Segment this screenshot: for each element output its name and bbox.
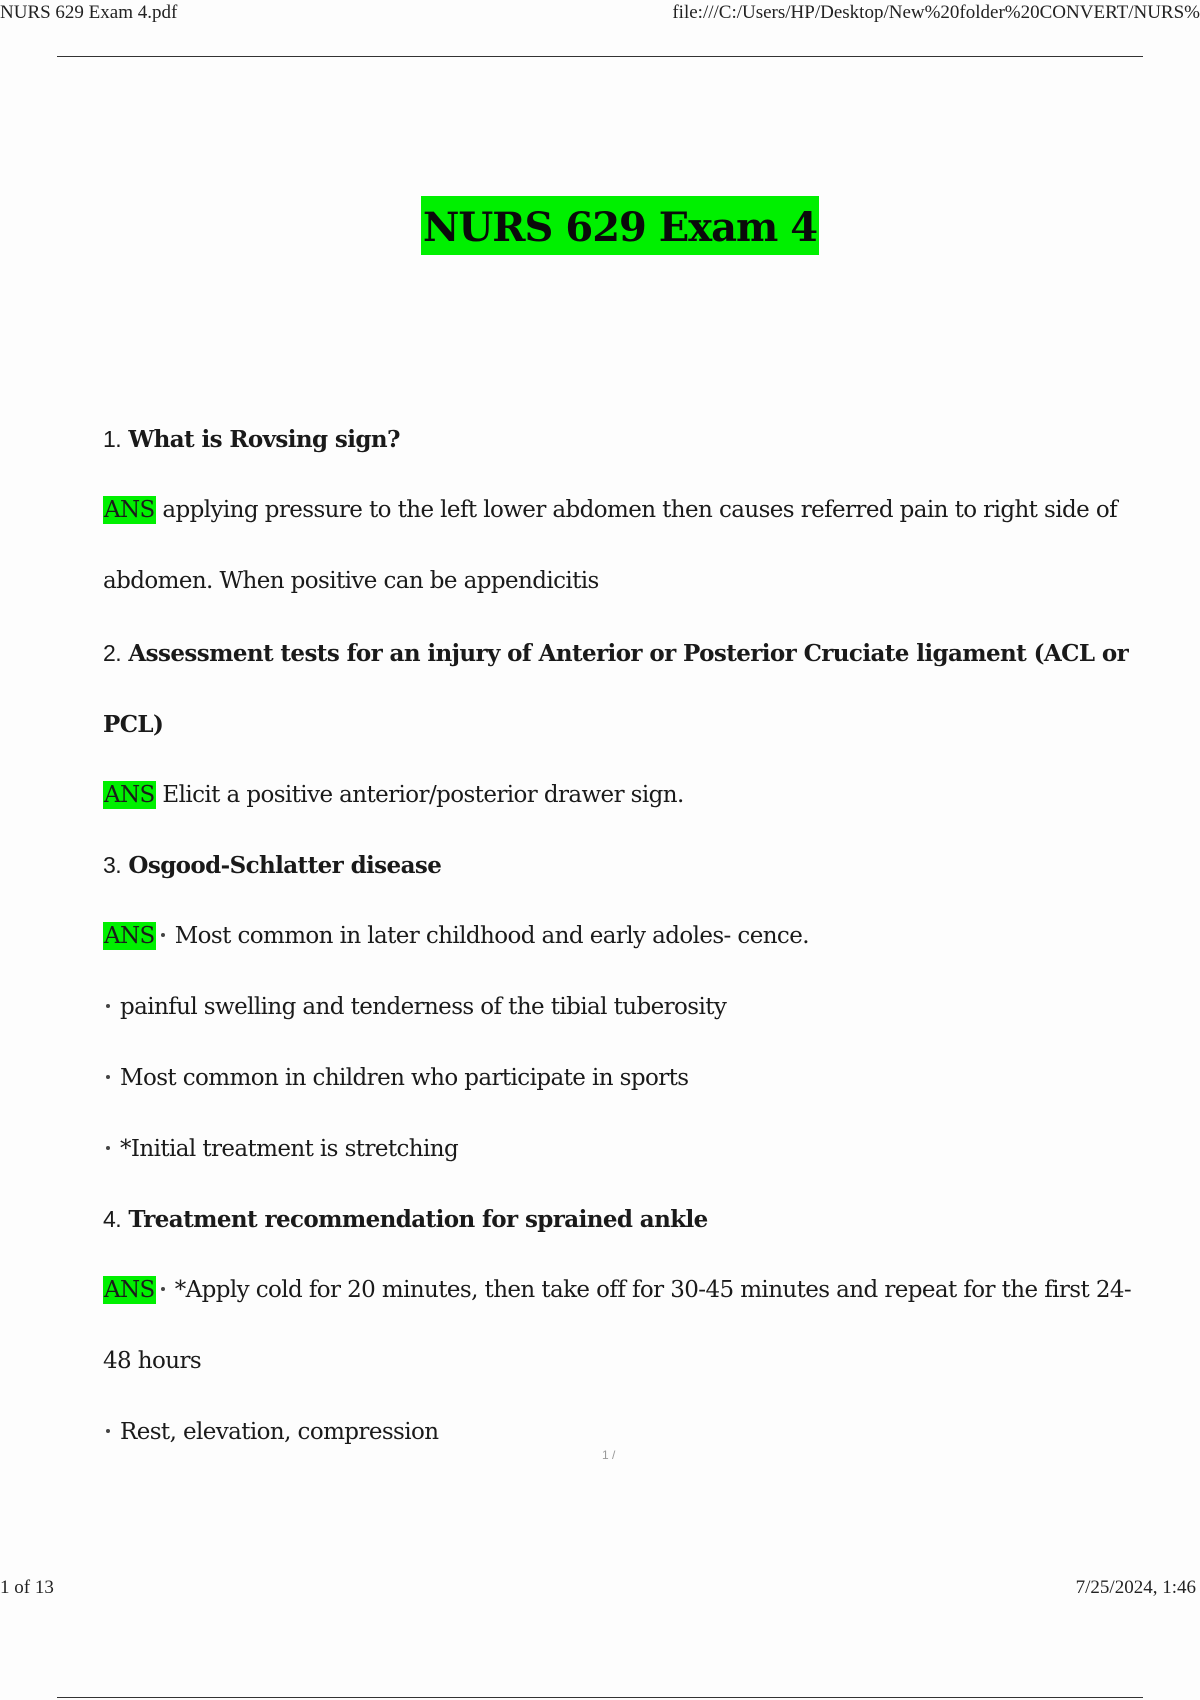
answer-2-line-1 (103, 782, 684, 808)
question-text: Assessment tests for an injury of Anterior or Posterior Cruciate ligament (ACL or (128, 640, 1129, 667)
answer-text: *Apply cold for 20 minutes, then take off for 30-45 minutes and repeat for the first 24- (174, 1277, 1132, 1303)
answer-text: applying pressure to the left lower abdomen then causes referred pain to right side of (162, 497, 1117, 523)
question-number: 3. (103, 852, 121, 878)
question-number: 2. (103, 640, 121, 666)
document-title: NURS 629 Exam 4 (421, 196, 819, 255)
bullet-text: Rest, elevation, compression (120, 1419, 439, 1445)
answer-4-line-2: 48 hours (103, 1348, 202, 1374)
question-number: 4. (103, 1206, 121, 1232)
question-3 (103, 852, 441, 879)
answer-3-bullet-2 (103, 1065, 688, 1091)
answer-1-line-1 (103, 497, 1117, 523)
bullet-dot (106, 1075, 110, 1079)
answer-text: Elicit a positive anterior/posterior drawer sign. (162, 782, 684, 808)
answer-4-bullet-1 (103, 1419, 438, 1445)
answer-text: Most common in later childhood and early adoles- cence. (174, 923, 809, 949)
bottom-divider (57, 1697, 1143, 1698)
page-count: 1 of 13 (0, 1577, 54, 1598)
bullet-dot (106, 1429, 110, 1433)
bullet-text: *Initial treatment is stretching (120, 1136, 459, 1162)
question-text: What is Rovsing sign? (128, 426, 400, 453)
top-divider (57, 56, 1143, 57)
bullet-dot (161, 933, 165, 937)
bullet-dot (106, 1004, 110, 1008)
answer-1-line-2: abdomen. When positive can be appendicitis (103, 568, 599, 594)
bullet-dot (106, 1146, 110, 1150)
question-2 (103, 640, 1128, 667)
page-marker: 1 / (602, 1448, 616, 1462)
ans-highlight: ANS (104, 923, 155, 949)
ans-highlight: ANS (104, 497, 155, 523)
question-number: 1. (103, 426, 121, 452)
bullet-dot (161, 1287, 165, 1291)
document-name: NURS 629 Exam 4.pdf (0, 2, 178, 23)
file-path: file:///C:/Users/HP/Desktop/New%20folder%20CONVERT/NURS% (672, 2, 1200, 23)
bullet-text: painful swelling and tenderness of the tibial tuberosity (120, 994, 727, 1020)
answer-4-line-1 (103, 1277, 1131, 1303)
answer-3-bullet-1 (103, 994, 726, 1020)
print-timestamp: 7/25/2024, 1:46 (1075, 1577, 1196, 1598)
question-2-line-2: PCL) (103, 711, 164, 738)
answer-3-line-1 (103, 923, 809, 949)
bullet-text: Most common in children who participate in sports (120, 1065, 689, 1091)
title-container (0, 196, 1200, 255)
question-1 (103, 426, 400, 453)
question-4 (103, 1206, 708, 1233)
question-text: Osgood-Schlatter disease (128, 852, 442, 879)
ans-highlight: ANS (104, 782, 155, 808)
ans-highlight: ANS (104, 1277, 155, 1303)
question-text: Treatment recommendation for sprained ankle (128, 1206, 708, 1233)
answer-3-bullet-3 (103, 1136, 458, 1162)
